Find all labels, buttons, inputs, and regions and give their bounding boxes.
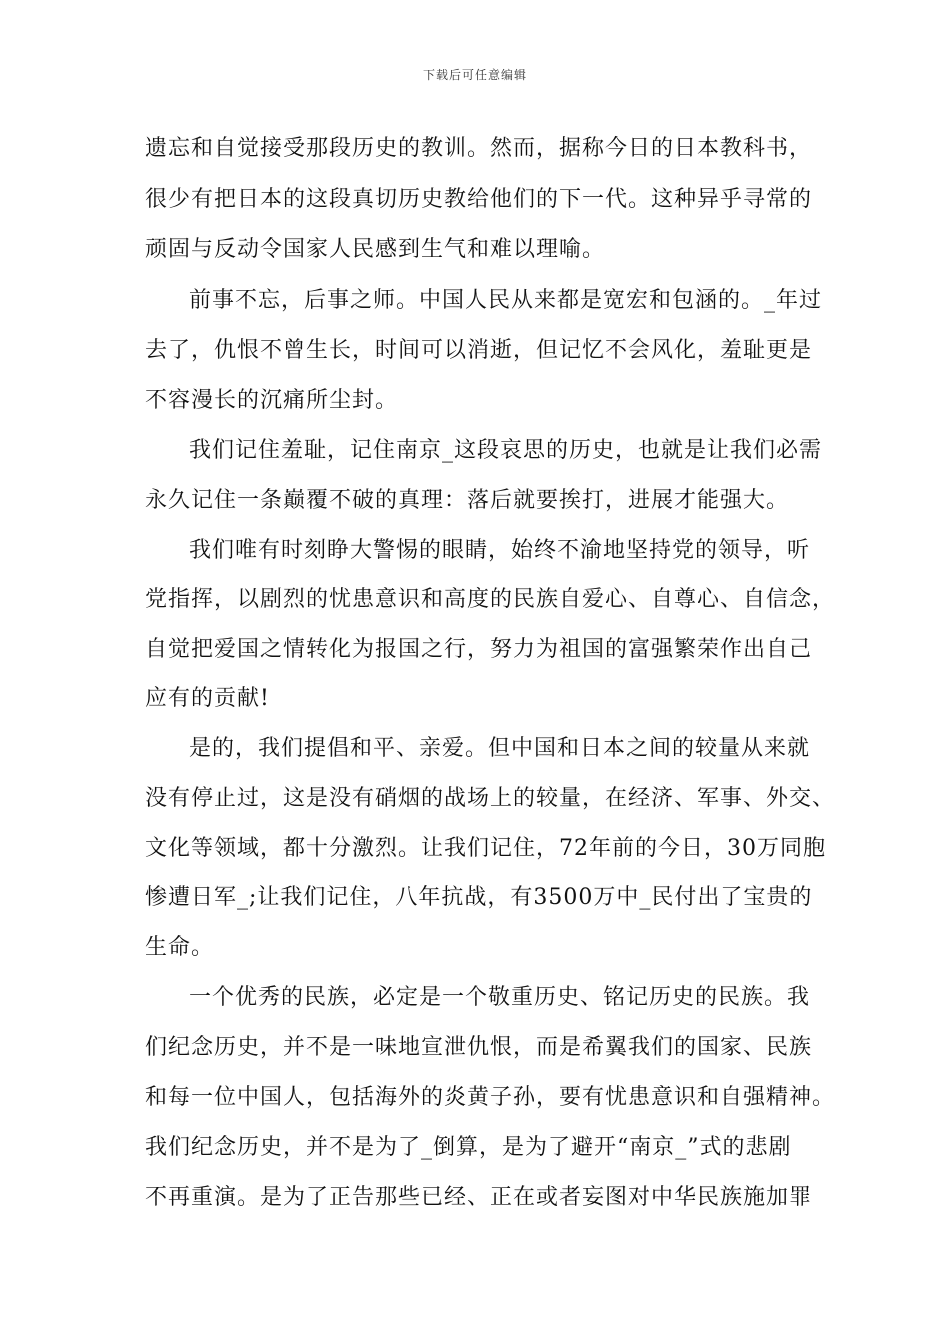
text-line: 很少有把日本的这段真切历史教给他们的下一代。这种异乎寻常的 [145,187,813,212]
text-line: 我们记住羞耻，记住南京_这段哀思的历史，也就是让我们必需 [189,438,823,463]
text-line: 生命。 [145,935,215,960]
text-line: 前事不忘，后事之师。中国人民从来都是宽宏和包涵的。_年过 [189,288,823,313]
text-line: 不容漫长的沉痛所尘封。 [145,388,399,413]
page-header: 下载后可任意编辑 [422,68,527,82]
text-line: 顽固与反动令国家人民感到生气和难以理喻。 [145,237,606,262]
text-line: 一个优秀的民族，必定是一个敬重历史、铭记历史的民族。我 [189,985,811,1010]
text-line: 遗忘和自觉接受那段历史的教训。然而，据称今日的日本教科书， [145,136,813,161]
text-line: 们纪念历史，并不是一味地宣泄仇恨，而是希翼我们的国家、民族 [145,1035,813,1060]
text-line: 文化等领域，都十分激烈。让我们记住，72年前的今日，30万同胞 [145,836,826,861]
text-line: 和每一位中国人，包括海外的炎黄子孙，要有忧患意识和自强精神。 [145,1085,836,1110]
text-line: 党指挥，以剧烈的忧患意识和高度的民族自爱心、自尊心、自信念， [145,587,836,612]
text-line: 去了，仇恨不曾生长，时间可以消逝，但记忆不会风化，羞耻更是 [145,338,813,363]
text-line: 我们唯有时刻睁大警惕的眼睛，始终不渝地坚持党的领导，听 [189,538,811,563]
text-line: 没有停止过，这是没有硝烟的战场上的较量，在经济、军事、外交、 [145,786,836,811]
text-line: 我们纪念历史，并不是为了_倒算，是为了避开“南京_”式的悲剧 [145,1135,792,1160]
text-line: 惨遭日军_;让我们记住，八年抗战，有3500万中_民付出了宝贵的 [145,885,813,910]
text-line: 自觉把爱国之情转化为报国之行，努力为祖国的富强繁荣作出自己 [145,637,813,662]
text-line: 是的，我们提倡和平、亲爱。但中国和日本之间的较量从来就 [189,736,811,761]
text-line: 应有的贡献! [145,686,270,711]
text-line: 永久记住一条巅覆不破的真理：落后就要挨打，进展才能强大。 [145,488,790,513]
text-line: 不再重演。是为了正告那些已经、正在或者妄图对中华民族施加罪 [145,1185,813,1210]
